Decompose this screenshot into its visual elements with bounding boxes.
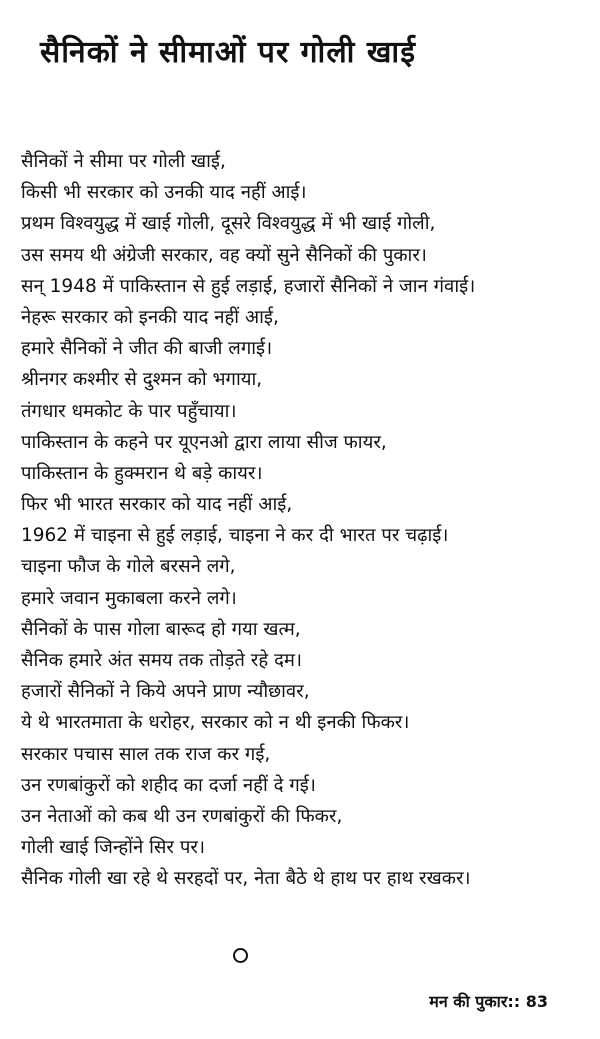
poem-line: किसी भी सरकार को उनकी याद नहीं आई। bbox=[21, 182, 307, 204]
poem-line: पाकिस्तान के कहने पर यूएनओ द्वारा लाया सीज फायर, bbox=[21, 431, 387, 453]
poem-line: सैनिक हमारे अंत समय तक तोड़ते रहे दम। bbox=[21, 650, 302, 671]
poem-body bbox=[21, 146, 475, 895]
poem-line: उन रणबांकुरों को शहीद का दर्जा नहीं दे गई। bbox=[21, 774, 316, 796]
poem-line: श्रीनगर कश्मीर से दुश्मन को भगाया, bbox=[21, 369, 263, 391]
poem-line: हजारों सैनिकों ने किये अपने प्राण न्यौछावर, bbox=[21, 681, 310, 703]
poem-line: चाइना फौज के गोले बरसने लगे, bbox=[21, 556, 236, 578]
poem-line: उस समय थी अंग्रेजी सरकार, वह क्यों सुने सैनिकों की पुकार। bbox=[21, 244, 427, 266]
end-ornament-circle-icon bbox=[233, 948, 248, 963]
poem-line: फिर भी भारत सरकार को याद नहीं आई, bbox=[21, 494, 293, 516]
poem-line: सैनिक गोली खा रहे थे सरहदों पर, नेता बैठे थे हाथ पर हाथ रखकर। bbox=[21, 868, 471, 890]
poem-line: उन नेताओं को कब थी उन रणबांकुरों की फिकर, bbox=[21, 805, 343, 827]
poem-line: सैनिकों के पास गोला बारूद हो गया खत्म, bbox=[21, 618, 301, 640]
poem-line: हमारे जवान मुकाबला करने लगे। bbox=[21, 587, 237, 609]
poem-line: पाकिस्तान के हुक्मरान थे बड़े कायर। bbox=[21, 462, 263, 484]
page-footer: मन की पुकार:: 83 bbox=[429, 992, 548, 1011]
poem-line: गोली खाई जिन्होंने सिर पर। bbox=[21, 837, 205, 859]
poem-line: प्रथम विश्वयुद्ध में खाई गोली, दूसरे विश्वयुद्ध में भी खाई गोली, bbox=[21, 213, 436, 235]
poem-line: सैनिकों ने सीमा पर गोली खाई, bbox=[21, 151, 226, 172]
poem-line: नेहरू सरकार को इनकी याद नहीं आई, bbox=[21, 306, 279, 328]
poem-line: सरकार पचास साल तक राज कर गई, bbox=[21, 743, 271, 765]
poem-line: सन् 1948 में पाकिस्तान से हुई लड़ाई, हजारों सैनिकों ने जान गंवाई। bbox=[21, 275, 476, 297]
poem-line: हमारे सैनिकों ने जीत की बाजी लगाई। bbox=[21, 338, 273, 360]
poem-line: ये थे भारतमाता के धरोहर, सरकार को न थी इनकी फिकर। bbox=[21, 712, 410, 734]
poem-line: 1962 में चाइना से हुई लड़ाई, चाइना ने कर दी भारत पर चढ़ाई। bbox=[21, 525, 449, 547]
poem-title: सैनिकों ने सीमाओं पर गोली खाई bbox=[40, 35, 416, 70]
poem-line: तंगधार धमकोट के पार पहुँचाया। bbox=[21, 400, 237, 422]
